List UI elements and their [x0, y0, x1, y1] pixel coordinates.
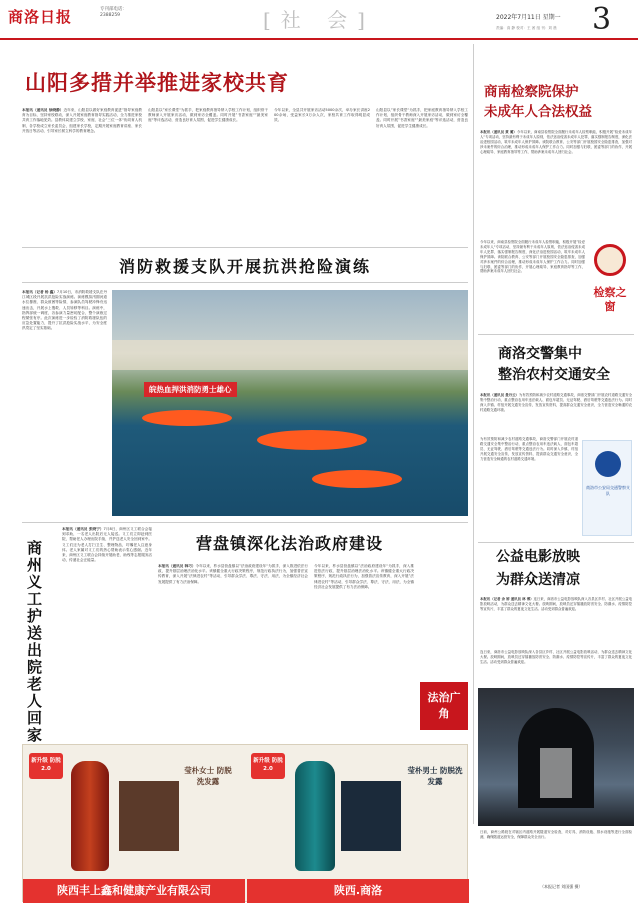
contact-label: 专刊部电话：	[100, 7, 127, 12]
shangzhou-byline: 本报讯（通讯员 张晓宁）	[62, 527, 104, 531]
procuratorate-headline	[484, 82, 634, 122]
procuratorate-headline-line1: 商南检察院保护	[484, 84, 579, 100]
traffic-emblem	[582, 440, 632, 536]
movie-headline-line2: 为群众送清凉	[496, 572, 580, 588]
yingpan-headline: 营盘镇深化法治政府建设	[196, 534, 384, 553]
main-body-col1	[22, 108, 142, 236]
traffic-byline: 本报讯（通讯员 聂丹云）	[480, 393, 519, 397]
right-product-bottle	[295, 761, 335, 871]
procuratorate-body-cont: 今年以来，商南县检察院全面履行未成年人检察职能，积极开展”检爱未成年人“专项活动，坚持最有利于未成年人原则，依法惩治侵害未成年人犯罪，落实强制报告制度，深化法治进校园活动，筑牢未成年人保护屏障。该院联合教育、公安等部门开展校园安全隐患排查，加强对涉未案件的综合治理，推动形成未成年人保护工作合力。同时加强与妇联、团委等部门的协作，开展心理疏导、家庭教育指导等工作，帮助涉案未成年人回归社会。	[480, 240, 585, 274]
law-corner-badge: 法治广角	[420, 682, 468, 730]
page-number: 3	[592, 2, 612, 37]
yingpan-body-text: 今年以来，柞水县营盘镇以”法治政府建设年“为抓手，深入推进依法行政，提升基层治理法治化水平。该镇健全重大行政决策程序，规范行政执法行为，加强普法宣传教育，深入开展”法律进农村“等活动，引导群众学法、尊法、守法、用法，为全镇经济社会发展提供了有力法治保障。	[158, 564, 308, 584]
movie-headline-line1: 公益电影放映	[496, 549, 580, 565]
ad-right-product-name: 莹朴男士 防脱洗发露	[407, 766, 463, 786]
movie-body	[480, 597, 632, 649]
issue-date: 2022年7月11日 星期一	[496, 14, 561, 21]
movie-byline: 本报讯（记者 余 婷 通讯员 林 博）	[480, 597, 534, 601]
procuratorate-body-text: 今年以来，商南县检察院全面履行未成年人检察职能，积极开展”检爱未成年人“专项活动，坚持最有利于未成年人原则，依法惩治侵害未成年人犯罪，落实强制报告制度，深化法治进校园活动，筑牢未成年人保护屏障。该院联合教育、公安等部门开展校园安全隐患排查，加强对涉未案件的综合治理，推动形成未成年人保护工作合力。同时加强与妇联、团委等部门的协作，开展心理疏导、家庭教育指导等工作，帮助涉案未成年人回归社会。	[480, 130, 632, 154]
movie-body-cont: 连日来，商洛市公益电影放映队深入各县区乡村、社区开展公益电影放映活动，为群众送去精神文化大餐。放映期间，放映员还穿插播放防汛安全、防溺水、疫情防控等宣传片，丰富了群众的夏夜文化生活。活动受到群众普遍欢迎。	[480, 650, 632, 664]
photo-caption: 日前，商州公路段在对辖区内道路开展隧道安全检查，对灯具、消防设施、排水设施等进行全面检测，确保隧道运营安全，保障群众安全出行。	[480, 830, 632, 839]
ad-left-product-name: 莹朴女士 防脱洗发露	[184, 766, 232, 786]
procuratorate-headline-line2: 未成年人合法权益	[484, 104, 592, 120]
yingpan-body-cont: 今年以来，柞水县营盘镇以”法治政府建设年“为抓手，深入推进依法行政，提升基层治理法治化水平。该镇健全重大行政决策程序，规范行政执法行为，加强普法宣传教育，深入开展”法律进农村“等活动，引导群众学法、尊法、守法、用法，为全镇经济社会发展提供了有力法治保障。	[314, 564, 414, 589]
main-byline: 本报讯（通讯员 徐晓静）	[22, 108, 64, 112]
main-body-3: 今年以来，全县共开展家访活动5000余次，举办家长讲座200余场，受益家长3万余人次，家校共育工作取得明显成效。	[274, 108, 370, 123]
rescue-boat	[312, 470, 402, 488]
traffic-headline-line2: 整治农村交通安全	[498, 367, 610, 383]
column-divider	[473, 44, 474, 824]
masthead-contact	[100, 7, 127, 19]
shangzhou-vertical-headline: 商州义工护送出院老人回家	[25, 540, 43, 744]
traffic-body-cont: 为有效预防和减少农村道路交通事故，商洛交警部门开展农村道路交通安全集中整治行动，重点整治农用车违法载人、面包车超员、无证驾驶、酒后驾驶等交通违法行为。同时深入乡镇、村组开展交通安全宣传，发放宣传资料，提高群众交通安全意识，全力营造安全畅通的农村道路交通环境。	[480, 437, 578, 461]
police-badge-icon	[595, 451, 621, 477]
left-product-box	[119, 781, 179, 851]
ad-company-name: 陕西丰上鑫和健康产业有限公司	[23, 879, 245, 903]
section-divider	[22, 522, 468, 523]
main-headline: 山阳多措并举推进家校共育	[25, 70, 289, 95]
traffic-headline	[498, 344, 628, 386]
ad-right-tag: 新升级 防脱2.0	[251, 753, 285, 779]
fire-body	[22, 290, 107, 520]
main-body-2: 山阳县以”家长课堂“为抓手，把家庭教育指导纳入学校工作计划，组织骨干教师深入开展家访活动，做到家访全覆盖。同时开展”书香家庭“”最美家庭“等评选活动，营造良好育人氛围，促进学生健康成长。	[148, 108, 268, 123]
contact-number: 2388259	[100, 13, 121, 18]
section-divider	[478, 542, 634, 543]
fire-byline: 本报讯（记者 杨 鑫）	[22, 290, 57, 294]
yingpan-body	[158, 564, 308, 740]
photo-banner: 皖热血捍洪消防勇士雄心	[144, 382, 237, 397]
fire-drill-photo	[112, 290, 468, 516]
ad-location: 陕西.商洛	[247, 879, 469, 903]
main-body-4: 山阳县以”家长课堂“为抓手，把家庭教育指导纳入学校工作计划，组织骨干教师深入开展家访活动，做到家访全覆盖。同时开展”书香家庭“”最美家庭“等评选活动，营造良好育人氛围，促进学生健康成长。	[376, 108, 468, 128]
section-title: [社 会]	[263, 8, 375, 32]
section-divider	[478, 334, 634, 335]
procuratorate-byline: 本报讯（通讯员 黄 蔺）	[480, 130, 517, 134]
masthead	[0, 0, 638, 40]
traffic-body-text: 为有效预防和减少农村道路交通事故，商洛交警部门开展农村道路交通安全集中整治行动，重点整治农用车违法载人、面包车超员、无证驾驶、酒后驾驶等交通违法行为。同时深入乡镇、村组开展交通安全宣传，发放宣传资料，提高群众交通安全意识，全力营造安全畅通的农村道路交通环境。	[480, 393, 632, 412]
procuratorate-body	[480, 130, 632, 240]
procuratorate-stamp	[588, 240, 632, 330]
traffic-body	[480, 393, 632, 435]
procuratorate-emblem-icon	[594, 244, 626, 276]
left-product-bottle	[71, 761, 109, 871]
tunnel-photo	[478, 688, 634, 826]
movie-headline	[496, 546, 626, 592]
riverbank	[112, 340, 468, 370]
shangzhou-body	[62, 527, 152, 739]
yingpan-byline: 本报讯（通讯员 韩巧）	[158, 564, 196, 568]
advertisement	[22, 744, 468, 902]
traffic-emblem-label: 商洛市公安局交通警察支队	[586, 485, 630, 496]
fire-headline-bar	[22, 247, 468, 283]
traffic-headline-line1: 商洛交警集中	[498, 346, 582, 362]
fire-headline: 消防救援支队开展抗洪抢险演练	[118, 257, 371, 276]
rescue-boat	[257, 430, 367, 450]
movie-body-text: 连日来，商洛市公益电影放映队深入各县区乡村、社区开展公益电影放映活动，为群众送去精神文化大餐。放映期间，放映员还穿插播放防汛安全、防溺水、疫情防控等宣传片，丰富了群众的夏夜文化生活。活动受到群众普遍欢迎。	[480, 597, 632, 611]
shangzhou-body-text: 7月8日，商州区义工联合会接到求助，一名老人出院后无人接送。义工们立即赶到医院，帮助老人办理出院手续，并护送老人安全回到家中。义工们还为老人打扫卫生、整理物品，叮嘱老人注意身体。老人家属对义工们的热心帮助表示衷心感谢。近年来，商州区义工联合会持续开展助老、助残等志愿服务活动，传递社会正能量。	[62, 527, 152, 563]
fire-body-text: 7月10日，市消防救援支队在丹江城区段开展抗洪抢险实战演练。演练模拟汛期河道水位暴涨、群众被困等险情，参演队员驾驶冲锋舟迅速出击，开展水上搜救、人员转移等科目。演练中，指挥部统一调度，各参演力量密切配合，整个演练过程紧张有序。此次演练进一步检验了消防救援队伍的应急处置能力，提升了抗洪抢险实战水平，为安全度汛奠定了坚实基础。	[22, 290, 107, 331]
newspaper-logo: 商洛日报	[8, 8, 73, 26]
right-product-box	[341, 781, 401, 851]
photo-credit: （本报记者 刘国强 摄）	[540, 884, 583, 889]
ad-left-tag: 新升级 防脱2.0	[29, 753, 63, 779]
procuratorate-stamp-label: 检察之窗	[593, 286, 627, 313]
main-body-1: 近年来，山阳县以做好家庭教育促进”指导家庭教育为目标，坚持家校联动，深入开展家庭教育指导实践活动，全力推进家校共育工作落地见效。县教体局建立学校、家庭、社会”三位一体“协同育人机制，各学校成立家长委员会，组建家长学校，定期开展家庭教育讲座、家长开放日等活动，引导家长树立科学的教育理念。	[22, 108, 142, 133]
editor-info: 责编：高 静 校对：王 茜 组 刊：刘 晨	[496, 26, 557, 30]
rescue-boat	[142, 410, 232, 426]
tunnel-light	[540, 748, 572, 798]
